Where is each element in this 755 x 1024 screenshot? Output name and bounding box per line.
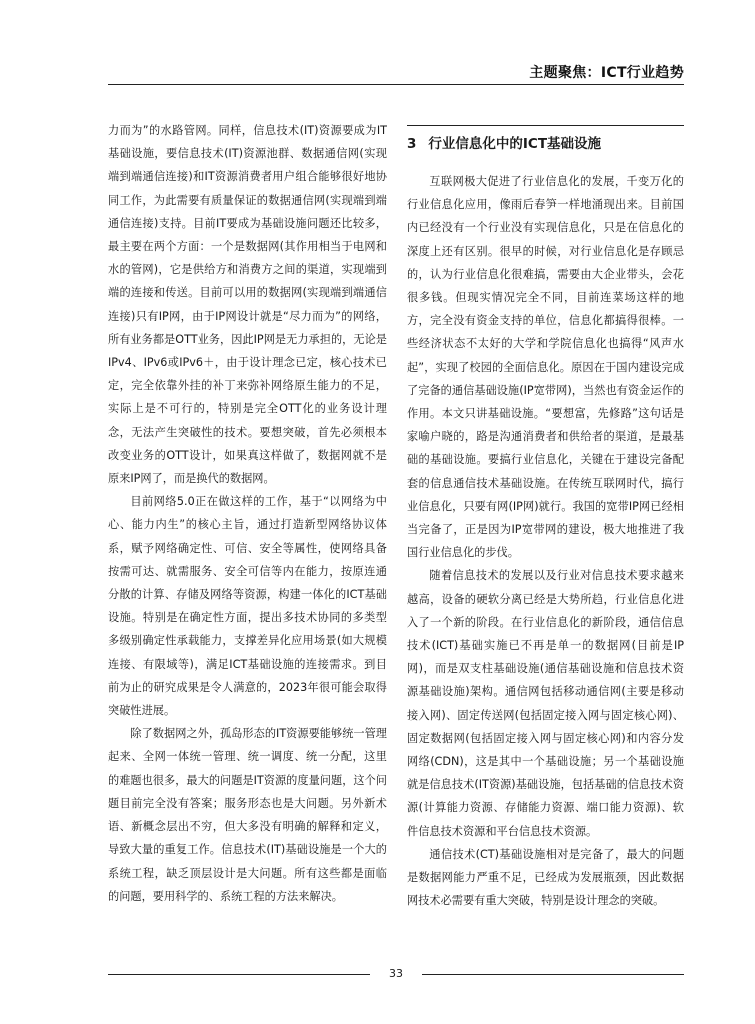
right-paragraph-2: 随着信息技术的发展以及行业对信息技术要求越来越高，设备的硬软分离已经是大势所趋，行业信息化进入了一个新的阶段。在行业信息化的新阶段，通信信息技术(ICT)基础实施已不再是单一的数据网(目前是IP网)，而是双支柱基础设施(通信基础设施和信息技术资源基础设施)架构。通信网包括移动通信网(主要是移动接入网)、固定传送网(包括固定接入网与固定核心网)、固定数据网(包括固定接入网与固定核心网)和内容分发网络(CDN)，这是其中一个基础设施；另一个基础设施就是信息技术(IT资源)基础设施，包括基础的信息技术资源(计算能力资源、存储能力资源、端口能力资源)、软件信息技术资源和平台信息技术资源。 — [407, 569, 684, 838]
page-number: 33 — [389, 967, 403, 980]
left-column — [108, 119, 387, 908]
page-footer — [108, 966, 684, 982]
header-title: 主题聚焦：ICT行业趋势 — [529, 65, 684, 81]
right-paragraph-1: 互联网极大促进了行业信息化的发展，千变万化的行业信息化应用，像雨后春笋一样地涌现出来。目前国内已经没有一个行业没有实现信息化，只是在信息化的深度上还有区别。很早的时候，对行业信息化是存顾忌的，认为行业信息化很难搞，需要由大企业带头，会花很多钱。但现实情况完全不同，目前连菜场这样的地方，完全没有资金支持的单位，信息化都搞得很棒。一些经济状态不太好的大学和学院信息化也搞得“风声水起”，实现了校园的全面信息化。原因在于国内建设完成了完备的通信基础设施(IP宽带网)，当然也有资金运作的作用。本文只讲基础设施。“要想富，先修路”这句话是家喻户晓的，路是沟通消费者和供给者的渠道，是最基础的基础设施。要搞行业信息化，关键在于建设完备配套的信息通信技术基础设施。在传统互联网时代，搞行业信息化，只要有网(IP网)就行。我国的宽带IP网已经相当完备了，正是因为IP宽带网的建设，极大地推进了我国行业信息化的步伐。 — [407, 175, 684, 560]
left-paragraph-3: 除了数据网之外，孤岛形态的IT资源要能够统一管理起来、全网一体统一管理、统一调度、统一分配，这里的难题也很多，最大的问题是IT资源的度量问题，这个问题目前完全没有答案；服务形态也是大问题。另外新术语、新概念层出不穷，但大多没有明确的解释和定义，导致大量的重复工作。信息技术(IT)基础设施是一个大的系统工程，缺乏顶层设计是大问题。所有这些都是面临的问题，要用科学的、系统工程的方法来解决。 — [108, 727, 387, 903]
left-paragraph-2: 目前网络5.0正在做这样的工作，基于“以网络为中心、能力内生”的核心主旨，通过打造新型网络协议体系，赋予网络确定性、可信、安全等属性，使网络具备按需可达、就需服务、安全可信等内在能力，按原连通分散的计算、存储及网络等资源，构建一体化的ICT基础设施。特别是在确定性方面，提出多技术协同的多类型多级别确定性承载能力，支撑差异化应用场景(如大规模连接、有限域等)，满足ICT基础设施的连接需求。到目前为止的研究成果是令人满意的，2023年很可能会取得突破性进展。 — [108, 495, 387, 718]
section-title: 行业信息化中的ICT基础设施 — [428, 136, 602, 152]
left-paragraph-1: 力而为”的水路管网。同样，信息技术(IT)资源要成为IT基础设施，要信息技术(IT)资源池群、数据通信网(实现端到端通信连接)和IT资源消费者用户组合能够很好地协同工作，为此需要有质量保证的数据通信网(实现端到端通信连接)支持。目前IT要成为基础设施问题还比较多，最主要在两个方面：一个是数据网(其作用相当于电网和水的管网)，它是供给方和消费方之间的渠道，实现端到端的连接和传送。目前可以用的数据网(实现端到端通信连接)只有IP网，由于IP网设计就是“尽力而为”的网络，所有业务都是OTT业务，因此IP网是无力承担的，无论是IPv4、IPv6或IPv6＋，由于设计理念已定，核心技术已定，完全依靠外挂的补丁来弥补网络原生能力的不足，实际上是不可行的，特别是完全OTT化的业务设计理念，无法产生突破性的技术。要想突破，首先必须根本改变业务的OTT设计，如果真这样做了，数据网就不是原来IP网了，而是换代的数据网。 — [108, 124, 387, 486]
footer-divider-right — [422, 974, 684, 975]
right-paragraph-3: 通信技术(CT)基础设施相对是完备了，最大的问题是数据网能力严重不足，已经成为发展瓶颈，因此数据网技术必需要有重大突破，特别是设计理念的突破。 — [407, 847, 684, 908]
section-heading — [407, 134, 684, 154]
section-divider — [407, 125, 684, 126]
section-number: 3 — [407, 136, 417, 152]
right-column — [407, 119, 684, 913]
header-divider — [108, 84, 684, 85]
